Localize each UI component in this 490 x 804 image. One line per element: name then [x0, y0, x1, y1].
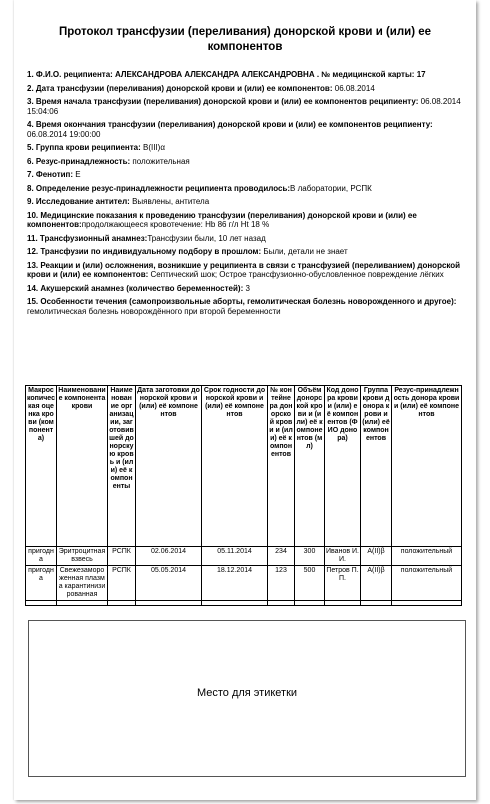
protocol-field: [27, 197, 469, 207]
protocol-field: [27, 97, 469, 116]
protocol-field: [27, 157, 469, 167]
field-label: 15. Особенности течения (самопроизвольные аборты, гемолитическая болезнь новорожденного и другое):: [27, 297, 457, 306]
blood-components-table-wrap: [25, 385, 461, 606]
table-cell: [108, 601, 136, 606]
protocol-field: [27, 84, 469, 94]
table-cell: РСПК: [108, 566, 136, 601]
table-cell: 123: [268, 566, 295, 601]
field-value: АЛЕКСАНДРОВА АЛЕКСАНДРА АЛЕКСАНДРОВНА . № медицинской карты: 17: [112, 70, 426, 79]
field-value: 06.08.2014 15:04:06: [27, 97, 461, 116]
table-cell: [202, 601, 268, 606]
field-label: 8. Определение резус-принадлежности реципиента проводилось:: [27, 183, 291, 193]
field-label: 12. Трансфузии по индивидуальному подбору в прошлом:: [27, 247, 262, 256]
table-header-row: [26, 386, 462, 547]
field-label: 2. Дата трансфузии (переливания) донорской крови и (или) ее компонентов:: [27, 83, 333, 93]
protocol-field: [27, 184, 469, 194]
document-page: [14, 0, 476, 800]
field-value: B(III)α: [140, 143, 165, 152]
field-label: 10. Медицинские показания к проведению трансфузии (переливания) донорской крови и (или) ее компонентов:: [27, 210, 417, 229]
protocol-field: [27, 70, 469, 80]
field-label: 14. Акушерский анамнез (количество беременностей):: [27, 283, 244, 293]
table-row: [26, 566, 462, 601]
table-cell: положительный: [392, 566, 462, 601]
table-cell: Свежезамороженная плазма карантинизированная: [57, 566, 108, 601]
table-header-cell: Группа крови донора крови и (или) её компонентов: [361, 386, 392, 547]
field-value: Септический шок; Острое трансфузионно-обусловленное повреждение лёгких: [148, 270, 444, 279]
field-value: 06.08.2014: [332, 83, 375, 93]
table-cell: пригодна: [26, 566, 57, 601]
field-value: В лаборатории, РСПК: [290, 183, 372, 193]
protocol-field: [27, 170, 469, 180]
table-cell: Иванов И.И.: [325, 547, 361, 566]
table-cell: 18.12.2014: [202, 566, 268, 601]
table-cell: A(II)β: [361, 566, 392, 601]
protocol-fields: [27, 70, 469, 320]
protocol-field: [27, 234, 469, 244]
blood-components-table: [25, 385, 462, 606]
table-row: [26, 547, 462, 566]
protocol-field: [27, 284, 469, 294]
field-label: 1. Ф.И.О. реципиента:: [27, 70, 113, 79]
table-header-cell: Наименование компонента крови: [57, 386, 108, 547]
table-header-cell: № контейнера донорской крови и (или) её компонентов: [268, 386, 295, 547]
field-label: 6. Резус-принадлежность:: [27, 156, 131, 166]
protocol-field: [27, 211, 469, 230]
field-value: Выявлены, антитела: [129, 197, 210, 206]
field-value: гемолитическая болезнь новорождённого при второй беременности: [27, 306, 281, 316]
table-cell: [325, 601, 361, 606]
field-label: 4. Время окончания трансфузии (переливания) донорской крови и (или) ее компонентов реципиенту:: [27, 120, 433, 129]
table-header-cell: Дата заготовки донорской крови и (или) её компонентов: [136, 386, 202, 547]
protocol-field: [27, 261, 469, 280]
document-title: Протокол трансфузии (переливания) донорской крови и (или) ее компонентов: [58, 26, 432, 53]
label-placeholder-box: [28, 620, 466, 777]
table-cell: Эритроцитная взвесь: [57, 547, 108, 566]
table-cell: [268, 601, 295, 606]
table-cell: 300: [295, 547, 325, 566]
table-cell: Петров П.П.: [325, 566, 361, 601]
field-label: 9. Исследование антител:: [27, 197, 130, 206]
protocol-field: [27, 143, 469, 153]
table-header-cell: Объём донорской крови и (или) её компонентов (мл): [295, 386, 325, 547]
field-label: 5. Группа крови реципиента:: [27, 143, 141, 152]
table-cell: [361, 601, 392, 606]
table-cell: 05.11.2014: [202, 547, 268, 566]
table-header-cell: Код донора крови и (или) её компонентов (ФИО донора): [325, 386, 361, 547]
table-cell: 02.06.2014: [136, 547, 202, 566]
table-cell: [136, 601, 202, 606]
field-value: E: [73, 170, 81, 179]
field-label: 13. Реакции и (или) осложнения, возникшие у реципиента в связи с трансфузией (переливанием) донорской крови и (или) ее компонентов:: [27, 260, 461, 279]
table-body: [26, 547, 462, 606]
table-cell: положительный: [392, 547, 462, 566]
label-placeholder-text: Место для этикетки: [196, 687, 298, 699]
table-header-cell: Наименование организации, заготовившей донорскую кровь и (или) её компоненты: [108, 386, 136, 547]
field-value: 3: [243, 283, 250, 293]
table-cell: 234: [268, 547, 295, 566]
table-cell: A(II)β: [361, 547, 392, 566]
field-value: положительная: [130, 156, 190, 166]
table-cell: [295, 601, 325, 606]
field-label: 7. Фенотип:: [27, 170, 74, 179]
protocol-field: [27, 297, 469, 316]
table-cell: [26, 601, 57, 606]
field-value: 06.08.2014 19:00:00: [27, 129, 101, 139]
table-cell: [392, 601, 462, 606]
field-value: продолжающееся кровотечение: Hb 86 г/л Ht 18 %: [81, 220, 270, 229]
field-label: 11. Трансфузионный анамнез:: [27, 233, 148, 243]
field-value: Трансфузии были, 10 лет назад: [147, 233, 266, 243]
table-header-cell: Срок годности донорской крови и (или) её компонентов: [202, 386, 268, 547]
field-label: 3. Время начала трансфузии (переливания) донорской крови и (или) ее компонентов реципиенту:: [27, 97, 419, 106]
table-cell: РСПК: [108, 547, 136, 566]
table-cell: [57, 601, 108, 606]
table-header-cell: Макроскопическая оценка крови (компонента): [26, 386, 57, 547]
table-header-cell: Резус-принадлежность донора крови и (или) её компонентов: [392, 386, 462, 547]
table-empty-row: [26, 601, 462, 606]
table-cell: 05.05.2014: [136, 566, 202, 601]
table-cell: 500: [295, 566, 325, 601]
protocol-field: [27, 120, 469, 139]
field-value: Были, детали не знает: [261, 247, 348, 256]
table-cell: пригодна: [26, 547, 57, 566]
protocol-field: [27, 247, 469, 257]
